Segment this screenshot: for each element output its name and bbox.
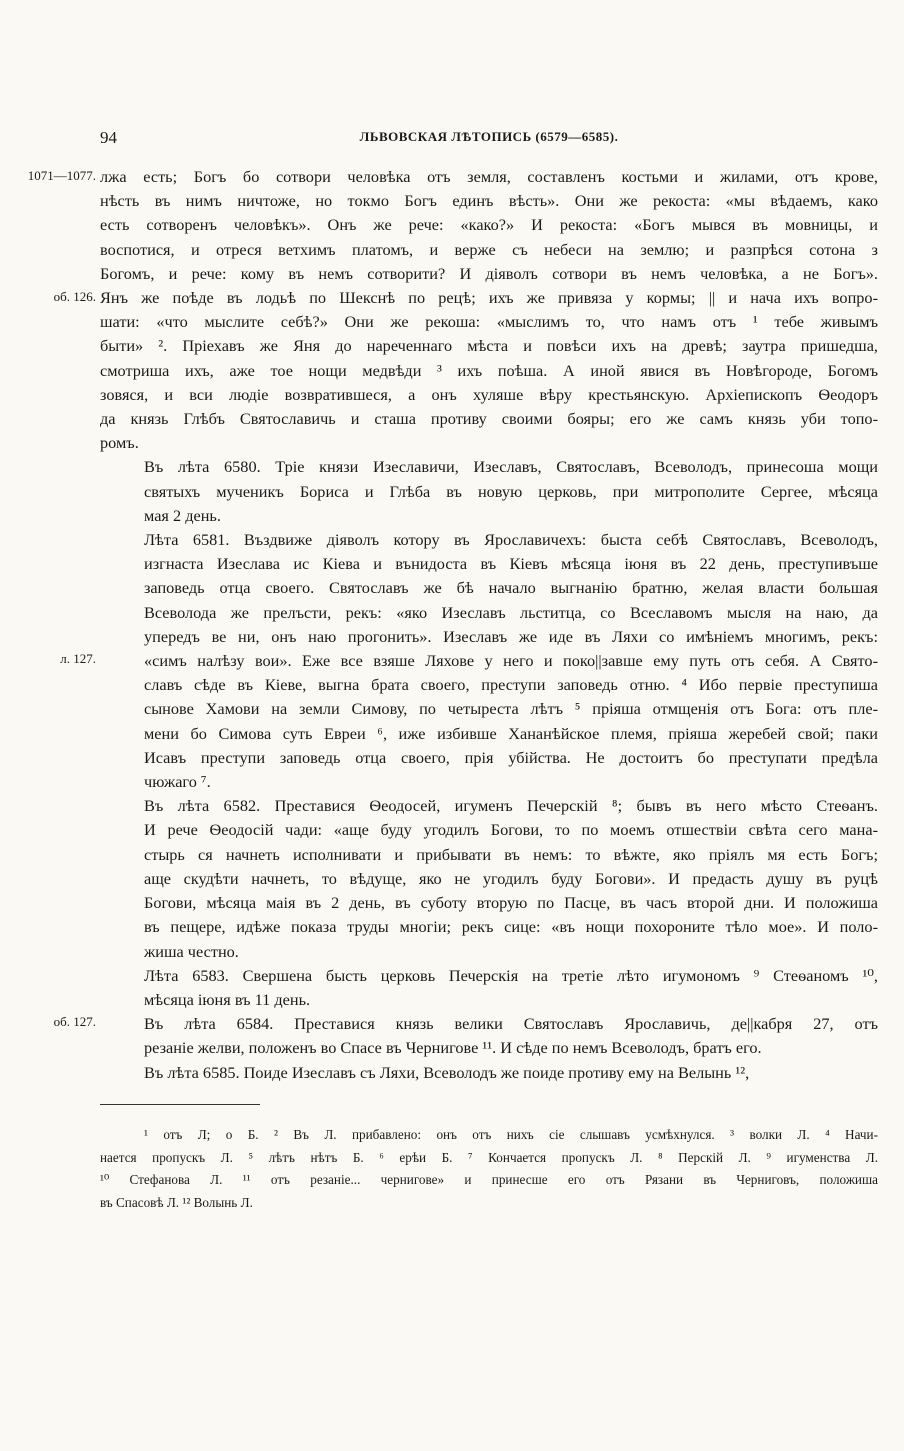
text-line: Въ лѣта 6585. Поиде Изеславъ съ Ляхи, Всеволодъ же поиде противу ему на Велынь ¹², [144, 1062, 750, 1082]
margin-folio-l127: л. 127. [60, 651, 96, 666]
page-header [0, 128, 904, 152]
paragraph [100, 964, 878, 1012]
paragraph [100, 528, 878, 794]
text-line: лжа есть; Богъ бо сотвори человѣка отъ земля, составленъ костьми и жилами, отъ крове, [100, 167, 878, 186]
text-line: шати: «что мыслите себѣ?» Они же рекоша: «мыслимъ то, что намъ отъ ¹ тебе живымъ [100, 312, 878, 332]
footnote-line: ¹⁰ Стефанова Л. ¹¹ отъ резаніе... чернигове» и принесше его отъ Рязани въ Черниговъ, положиша [100, 1172, 878, 1187]
text-line: Богомъ, и рече: кому въ немъ сотворити? И діяволъ сотвори въ немъ человѣка, а не Богъ». [100, 263, 878, 283]
text-line: быти» ². Пріехавъ же Яня до нареченнаго мѣста и повѣси ихъ на древѣ; заутра пришедша, [100, 336, 878, 356]
text-line: смотриша ихъ, аже тое нощи медвѣди ³ ихъ поѣша. А иной явися въ Новѣгороде, Богомъ [100, 360, 878, 380]
margin-folio-ob126: об. 126. [53, 289, 96, 304]
margin-folio-ob127: об. 127. [53, 1014, 96, 1029]
text-line: заповедь отца своего. Святославъ же бѣ начало выгнанію братню, желая власти большая [144, 578, 878, 598]
text-line: да князь Глѣбъ Святославичь и сташа противу своими бояры; его же самъ князь уби топо- [100, 409, 878, 429]
text-line: зовяся, и вси людіе возвратившеся, а онъ хуляше вѣру крестьянскую. Архіепископъ Ѳеодоръ [100, 384, 878, 404]
text-line: Янъ же поѣде въ лодьѣ по Шекснѣ по рецѣ; ихъ же привяза у кормы; || и нача ихъ вопро- [100, 288, 878, 308]
paragraph [100, 794, 878, 963]
text-line: жиша честно. [144, 941, 239, 961]
text-line: Въ лѣта 6584. Преставися князь велики Святославъ Ярославичь, де||кабря 27, отъ [144, 1014, 878, 1034]
text-line: Богови, мѣсяца маія въ 2 день, въ суботу вторую по Пасце, въ часъ второй дни. И положиша [144, 893, 878, 913]
text-line: стырь ся начнеть исполнивати и прибывати въ немъ: то вѣжте, яко пріялъ мя есть Богъ; [144, 844, 878, 864]
text-line: изгнаста Изеслава ис Кіева и вънидоста въ Кіевъ мѣсяца іюня въ 22 день, преступивъше [144, 554, 878, 574]
text-line: И рече Ѳеодосій чади: «аще буду угодилъ Богови, то по моемъ отшествіи свѣта сего мана- [144, 820, 878, 840]
footnote-line: въ Спасовѣ Л. ¹² Волынь Л. [100, 1194, 253, 1210]
chronicle-text [100, 165, 878, 1085]
text-line: славъ сѣде въ Кіеве, выгна брата своего, преступи заповедь отню. ⁴ Ибо первіе преступиша [144, 675, 878, 695]
text-line: мени бо Симова суть Евреи ⁶, иже избивше Хананѣйское племя, пріяша жеребей свой; паки [144, 723, 878, 743]
text-line: Лѣта 6581. Въздвиже діяволъ котору въ Ярославичехъ: быста себѣ Святославъ, Всеволодъ, [144, 530, 878, 550]
footnote-line: нается пропускъ Л. ⁵ лѣтъ нѣтъ Б. ⁶ ерѣи Б. ⁷ Кончается пропускъ Л. ⁸ Перскій Л. ⁹ игуменства Л. [100, 1149, 878, 1165]
text-line: мѣсяца іюня въ 11 день. [144, 989, 311, 1009]
text-line: мая 2 день. [144, 505, 221, 525]
text-line: Исавъ преступи заповедь отца своего, прія убійства. Не достоитъ бо преступати предѣла [144, 747, 878, 767]
text-line: Лѣта 6583. Свершена бысть церковь Печерскія на третіе лѣто игумономъ ⁹ Стеѳаномъ ¹⁰, [144, 965, 878, 985]
running-title: ЛЬВОВСКАЯ ЛѢТОПИСЬ (6579—6585). [359, 129, 619, 144]
paragraph [100, 455, 878, 528]
footnote-line: ¹ отъ Л; о Б. ² Въ Л. прибавлено: онъ отъ нихъ сіе слышавъ усмѣхнулся. ³ волки Л. ⁴ Начи- [144, 1127, 878, 1142]
paragraph [100, 165, 878, 455]
text-line: ромъ. [100, 433, 139, 453]
text-line: Въ лѣта 6580. Тріе князи Изеславичи, Изеславъ, Святославъ, Всеволодъ, принесоша мощи [144, 457, 878, 477]
text-line: резаніе желви, положенъ во Спасе въ Чернигове ¹¹. И сѣде по немъ Всеволодъ, братъ его. [144, 1038, 762, 1058]
text-line: нѣсть въ нимъ ничтоже, но токмо Богъ единъ вѣсть». Они же рекоста: «мы вѣдаемъ, како [100, 191, 878, 211]
text-line: упередъ ве ни, онъ наю прогонить». Изеславъ же иде въ Ляхи со имѣніемъ многимъ, рекъ: [144, 626, 878, 646]
paragraph [100, 1061, 878, 1085]
text-line: святыхъ мученикъ Бориса и Глѣба въ новую церковь, при митрополите Сергее, мѣсяца [144, 481, 878, 501]
text-line: воспотися, и отреся ветхимъ платомъ, и верже съ небеси на землю; и разпрѣся сотона з [100, 239, 878, 259]
footnote-rule [100, 1104, 260, 1105]
text-line: «симъ налѣзу вои». Еже все взяше Ляхове у него и поко||завше ему путь отъ себя. А Свято- [144, 651, 878, 671]
margin-years: 1071—1077. [27, 168, 96, 183]
text-line: Всеволода же прелъсти, рекъ: «яко Изеславъ льститца, со Всеславомъ мысля на наю, да [144, 602, 878, 622]
text-line: въ пещере, идѣже показа труды многіи; рекъ сице: «въ нощи похороните тѣло мое». И поло- [144, 917, 878, 937]
text-line: чюжаго ⁷. [144, 772, 211, 792]
text-line: сынове Хамови на земли Симову, по четыреста лѣтъ ⁵ пріяша отмщенія отъ Бога: отъ пле- [144, 699, 878, 719]
text-line: Въ лѣта 6582. Преставися Ѳеодосей, игуменъ Печерскій ⁸; бывъ въ него мѣсто Стеѳанъ. [144, 796, 878, 816]
page-number: 94 [100, 128, 117, 147]
text-line: есть сотворенъ человѣкъ». Онъ же рече: «како?» И рекоста: «Богъ мывся въ мовницы, и [100, 215, 878, 235]
paragraph [100, 1012, 878, 1060]
footnotes [100, 1124, 878, 1214]
text-line: аще скудѣти начнеть, то вѣдуще, яко не угодилъ буду Богови». И предасть душу въ руцѣ [144, 868, 878, 888]
